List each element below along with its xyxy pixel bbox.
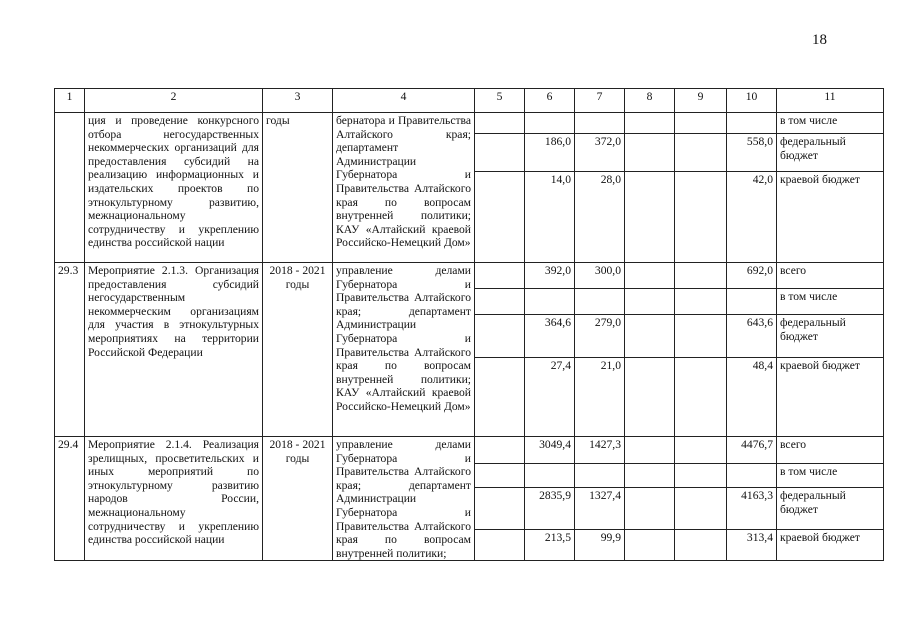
value-cell <box>727 113 777 134</box>
activity-title: Мероприятие 2.1.4. Реализация зрелищных, просветительских и иных мероприятий по этнокультурному развитию народов России, межнациональному сотрудничеству и укреплению единства российской нации <box>85 437 263 561</box>
column-header: 7 <box>575 89 625 113</box>
activity-period: 2018 - 2021 годы <box>263 437 333 561</box>
value-cell <box>675 358 727 437</box>
value-cell <box>475 315 525 358</box>
funding-source: всего <box>777 437 884 464</box>
column-header: 4 <box>333 89 475 113</box>
funding-source: всего <box>777 263 884 289</box>
value-cell: 4476,7 <box>727 437 777 464</box>
value-cell: 21,0 <box>575 358 625 437</box>
page-number: 18 <box>812 32 827 48</box>
value-cell <box>475 113 525 134</box>
funding-source: краевой бюджет <box>777 172 884 263</box>
value-cell: 279,0 <box>575 315 625 358</box>
column-header: 8 <box>625 89 675 113</box>
value-cell <box>625 263 675 289</box>
table-row <box>55 263 884 289</box>
column-header: 10 <box>727 89 777 113</box>
value-cell <box>475 437 525 464</box>
value-cell <box>625 358 675 437</box>
funding-source: в том числе <box>777 289 884 315</box>
value-cell <box>525 113 575 134</box>
value-cell <box>675 437 727 464</box>
funding-source: федеральный бюджет <box>777 488 884 530</box>
value-cell <box>625 113 675 134</box>
value-cell <box>727 463 777 488</box>
value-cell: 48,4 <box>727 358 777 437</box>
value-cell <box>475 358 525 437</box>
column-header: 9 <box>675 89 727 113</box>
value-cell: 392,0 <box>525 263 575 289</box>
value-cell <box>625 289 675 315</box>
value-cell <box>727 289 777 315</box>
activity-period: годы <box>263 113 333 263</box>
column-header: 5 <box>475 89 525 113</box>
column-header: 3 <box>263 89 333 113</box>
funding-source: краевой бюджет <box>777 358 884 437</box>
value-cell: 692,0 <box>727 263 777 289</box>
value-cell <box>625 437 675 464</box>
value-cell <box>625 134 675 172</box>
value-cell <box>625 315 675 358</box>
funding-source: в том числе <box>777 463 884 488</box>
activity-index <box>55 113 85 263</box>
value-cell <box>675 488 727 530</box>
value-cell: 186,0 <box>525 134 575 172</box>
funding-source: федеральный бюджет <box>777 315 884 358</box>
activity-period: 2018 - 2021 годы <box>263 263 333 437</box>
column-header-row <box>55 89 884 113</box>
value-cell <box>475 134 525 172</box>
value-cell <box>575 463 625 488</box>
activity-index: 29.4 <box>55 437 85 561</box>
value-cell <box>575 289 625 315</box>
value-cell <box>475 530 525 561</box>
value-cell <box>575 113 625 134</box>
value-cell <box>475 463 525 488</box>
value-cell <box>475 289 525 315</box>
value-cell <box>525 289 575 315</box>
value-cell <box>675 172 727 263</box>
value-cell <box>625 172 675 263</box>
activity-title: Мероприятие 2.1.3. Организация предоставления субсидий негосударственным некоммерческим организациям для участия в этнокультурных мероприятиях на территории Российской Федерации <box>85 263 263 437</box>
value-cell <box>475 488 525 530</box>
value-cell <box>625 463 675 488</box>
value-cell <box>525 463 575 488</box>
value-cell: 213,5 <box>525 530 575 561</box>
activity-index: 29.3 <box>55 263 85 437</box>
value-cell <box>475 263 525 289</box>
table-row <box>55 113 884 134</box>
value-cell <box>675 289 727 315</box>
value-cell <box>675 263 727 289</box>
value-cell: 372,0 <box>575 134 625 172</box>
funding-source: краевой бюджет <box>777 530 884 561</box>
value-cell: 27,4 <box>525 358 575 437</box>
value-cell: 42,0 <box>727 172 777 263</box>
activity-executors: бернатора и Правительства Алтайского края; департамент Администрации Губернатора и Правительства Алтайского края по вопросам внутренней политики; КАУ «Алтайский краевой Российско-Немецкий Дом» <box>333 113 475 263</box>
value-cell: 1327,4 <box>575 488 625 530</box>
column-header: 6 <box>525 89 575 113</box>
value-cell: 14,0 <box>525 172 575 263</box>
value-cell: 3049,4 <box>525 437 575 464</box>
column-header: 2 <box>85 89 263 113</box>
activity-executors: управление делами Губернатора и Правительства Алтайского края; департамент Администрации Губернатора и Правительства Алтайского края по вопросам внутренней политики; <box>333 437 475 561</box>
program-activities-table <box>54 88 884 561</box>
value-cell <box>625 530 675 561</box>
funding-source: в том числе <box>777 113 884 134</box>
value-cell: 300,0 <box>575 263 625 289</box>
value-cell: 558,0 <box>727 134 777 172</box>
value-cell <box>625 488 675 530</box>
value-cell: 643,6 <box>727 315 777 358</box>
value-cell <box>475 172 525 263</box>
funding-source: федеральный бюджет <box>777 134 884 172</box>
activity-title: ция и проведение конкурсного отбора негосударственных некоммерческих организаций для предоставления субсидий на реализацию информационных и издательских проектов по этнокультурному развитию, межнациональному сотрудничеству и укреплению единства российской нации <box>85 113 263 263</box>
value-cell: 1427,3 <box>575 437 625 464</box>
value-cell <box>675 315 727 358</box>
activity-executors: управление делами Губернатора и Правительства Алтайского края; департамент Администрации Губернатора и Правительства Алтайского края по вопросам внутренней политики; КАУ «Алтайский краевой Российско-Немецкий Дом» <box>333 263 475 437</box>
value-cell: 313,4 <box>727 530 777 561</box>
value-cell: 364,6 <box>525 315 575 358</box>
value-cell: 2835,9 <box>525 488 575 530</box>
value-cell <box>675 530 727 561</box>
column-header: 11 <box>777 89 884 113</box>
value-cell: 99,9 <box>575 530 625 561</box>
value-cell <box>675 113 727 134</box>
value-cell: 4163,3 <box>727 488 777 530</box>
value-cell <box>675 463 727 488</box>
value-cell: 28,0 <box>575 172 625 263</box>
value-cell <box>675 134 727 172</box>
table-row <box>55 437 884 464</box>
column-header: 1 <box>55 89 85 113</box>
